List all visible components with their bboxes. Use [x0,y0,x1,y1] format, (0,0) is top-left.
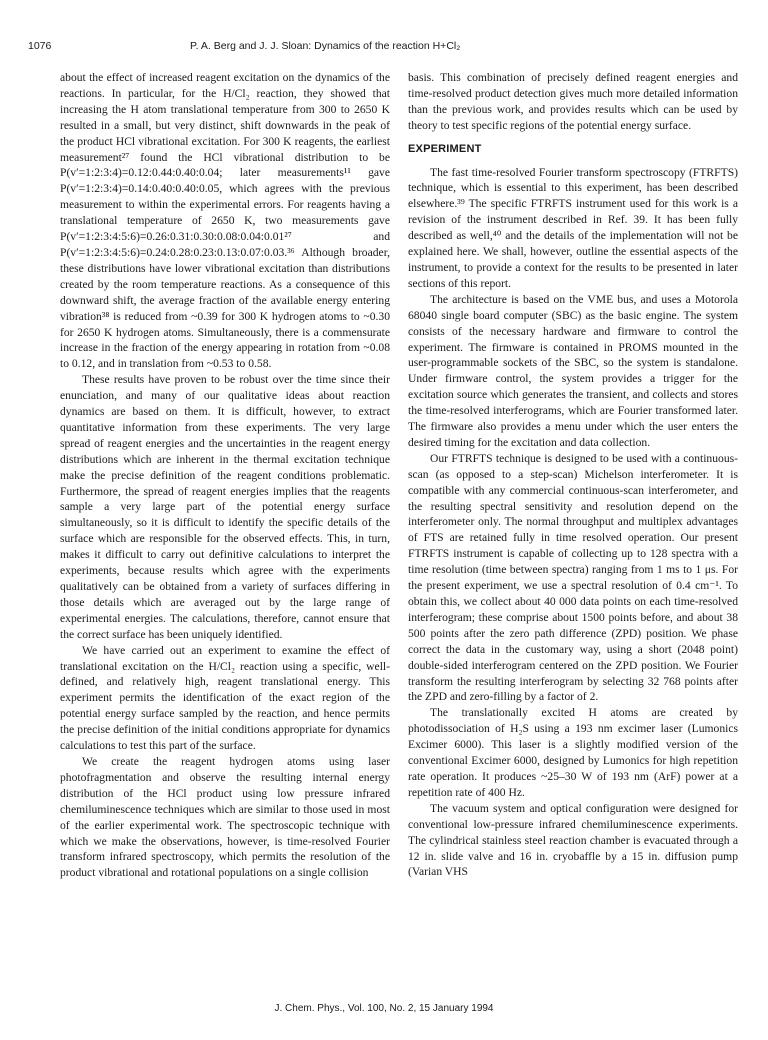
right-column [408,70,738,880]
paragraph: The translationally excited H atoms are created by photodissociation of H₂S using a 193 nm excimer laser (Lumonics Excimer 6000). This laser is a slightly modified version of the conventional Excimer 6000, designed by Lumonics for high repetition rate operation. It produces ~25–30 W of 193 nm (ArF) power at a repetition rate of 400 Hz. [408,706,738,799]
paragraph: The fast time-resolved Fourier transform spectroscopy (FTRFTS) technique, which is essential to this experiment, has been described elsewhere.³⁹ The specific FTRFTS instrument used for this work is a revision of the instrument described in Ref. 39. It has been fully described as well,⁴⁰ and the details of the implementation will not be explained here. We shall, however, outline the essential aspects of the instrument, to provide a context for the results to be presented in later sections of this report. [408,165,738,290]
running-header: P. A. Berg and J. J. Sloan: Dynamics of the reaction H+Cl₂ [190,40,461,52]
left-column [60,70,390,881]
journal-footer: J. Chem. Phys., Vol. 100, No. 2, 15 January 1994 [274,1003,494,1014]
section-heading: EXPERIMENT [408,142,482,155]
paragraph: The vacuum system and optical configuration were designed for conventional low-pressure infrared chemiluminescence experiments. The cylindrical stainless steel reaction chamber is evacuated through a 12 in. slide valve and 16 in. cryobaffle by a 15 in. diffusion pump (Varian VHS [408,801,738,879]
paragraph: We have carried out an experiment to examine the effect of translational excitation on the H/Cl₂ reaction using a specific, well-defined, and relatively high, reagent translational energy. This experiment permits the identification of the exact region of the potential energy surface sampled by the reaction, and hence permits the precise definition of the initial conditions appropriate for dynamics calculations to test this part of the surface. [60,643,390,753]
paragraph: These results have proven to be robust over the time since their enunciation, and many of our qualitative ideas about reaction dynamics are based on them. It is difficult, however, to extract quantitative information from these experiments. The very large spread of reagent energies and the uncertainties in the reagent energy distributions which are inherent in the thermal excitation technique make the precise definition of the reagent conditions problematic. Furthermore, the spread of reagent energies implies that the reagents sample a very large part of the potential energy surface simultaneously, so it is difficult to identify the specific details of the surface which are responsible for the observed effects. This, in turn, makes it difficult to carry out definitive calculations to interpret the experiments, because results which agree with the experiments qualitatively can be obtained from a variety of surfaces differing in those details which are averaged out by the large range of experimental energies. The calculations, therefore, cannot ensure that the correct surface has been uniquely identified. [60,373,390,641]
paragraph: about the effect of increased reagent excitation on the dynamics of the reactions. In particular, for the H/Cl₂ reaction, they showed that increasing the H atom translational temperature from 300 to 2650 K resulted in a small, but very distinct, shift downwards in the peak of the product HCl vibrational excitation. For 300 K reagents, the earliest measurement²⁷ found the HCl vibrational distribution to be P(v′=1:2:3:4)=0.12:0.44:0.40:0.04; later measurements¹¹ gave P(v′=1:2:3:4)=0.14:0.40:0.40:0.05, which agrees with the previous measurement to within the experimental errors. For reagents having a translational temperature of 2650 K, two measurements gave P(v′=1:2:3:4:5:6)=0.26:0.31:0.30:0.08:0.04:0.01²⁷ and P(v′=1:2:3:4:5:6)=0.24:0.28:0.23:0.13:0.07:0.03.³⁶ Although broader, these distributions have lower vibrational excitation than distributions created by the room temperature reactions. As a consequence of this downward shift, the average fraction of the available energy entering vibration³⁸ is reduced from ~0.39 for 300 K hydrogen atoms to ~0.30 for 2650 K hydrogen atoms. Simultaneously, there is a commensurate increase in the fraction of the energy appearing in rotation from ~0.08 to 0.12, and in translation from ~0.53 to 0.58. [60,71,390,371]
paragraph: Our FTRFTS technique is designed to be used with a continuous-scan (as opposed to a step-scan) Michelson interferometer. It is compatible with any commercial continuous-scan interferometer, and the resulting spectral sensitivity and resolution depend on the interferometer only. The normal throughput and multiplex advantages of FTS are retained fully in time resolved operation. Our present FTRFTS instrument is capable of collecting up to 128 spectra with a time resolution (time between spectra) ranging from 1 ms to 1 μs. For the present experiment, we use a spectral resolution of 0.4 cm⁻¹. To obtain this, we collect about 40 000 data points on each time-resolved interferogram; these comprise about 1500 points before, and about 38 500 points after the zero path difference (ZPD) position. We phase correct the data in the customary way, using a short (2048 point) double-sided interferogram centered on the ZPD position. We Fourier transform the resulting interferogram by selecting 32 768 points after the ZPD and zero-filling by a factor of 2. [408,451,738,704]
page-number: 1076 [28,40,52,52]
paragraph: basis. This combination of precisely defined reagent energies and time-resolved product detection gives much more detailed information than the previous work, and provides results which can be used by theory to test specific regions of the potential energy surface. [408,71,738,132]
paragraph: We create the reagent hydrogen atoms using laser photofragmentation and observe the resulting internal energy distribution of the HCl product using low pressure infrared chemiluminescence techniques which are similar to those used in most of the earlier experimental work. The spectroscopic technique with which we make the observations, however, is time-resolved Fourier transform infrared spectroscopy, which permits the resolution of the product vibrational and rotational populations on a single collision [60,754,390,880]
paragraph: The architecture is based on the VME bus, and uses a Motorola 68040 single board computer (SBC) as the basic engine. The system consists of the necessary hardware and firmware to control the experiment. The firmware is contained in PROMS mounted in the user-programmable sockets of the SBC, so the system is standalone. Under firmware control, the system provides a trigger for the excitation source which generates the transient, and collects and stores the time-resolved interferograms, which are Fourier transformed later. The firmware also provides a menu under which the user enters the desired timing for the excitation and data collection. [408,292,738,449]
